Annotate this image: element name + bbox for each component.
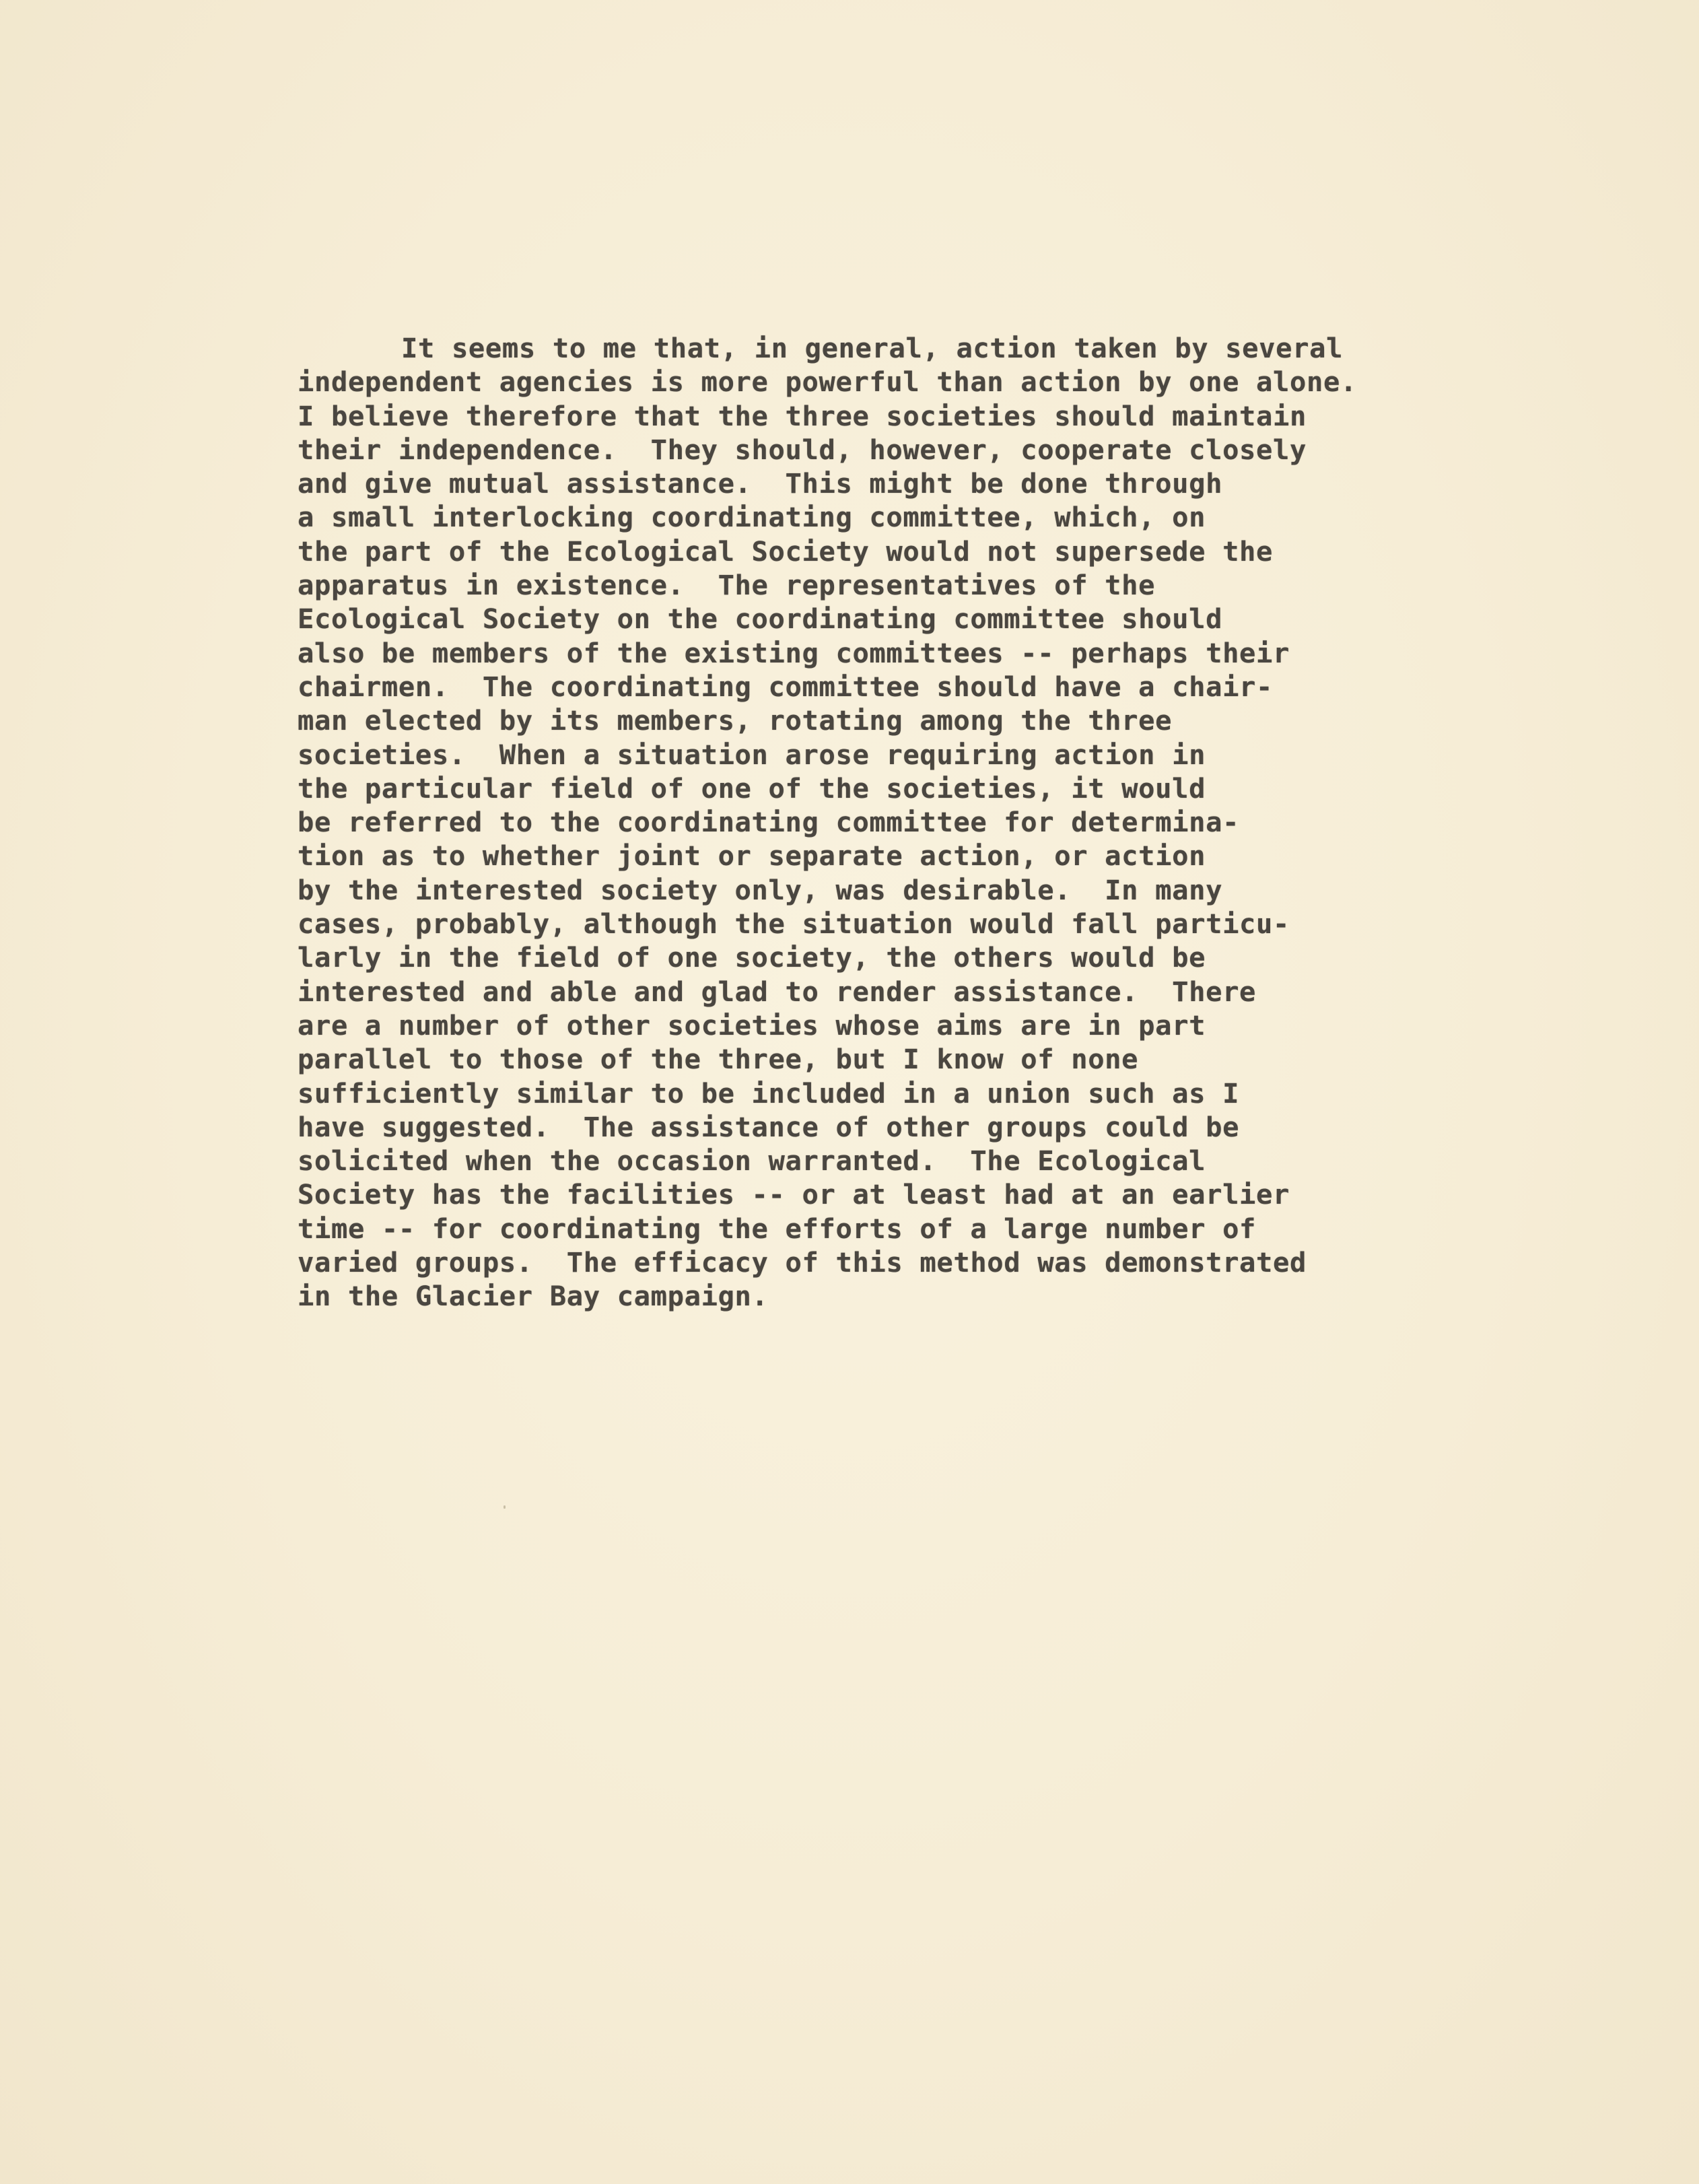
text-line: are a number of other societies whose aims are in part <box>298 1009 1206 1042</box>
text-line: Ecological Society on the coordinating committee should <box>298 603 1223 636</box>
text-line: larly in the field of one society, the others would be <box>298 941 1206 974</box>
text-line: Society has the facilities -- or at least had at an earlier <box>298 1178 1290 1211</box>
text-line: societies. When a situation arose requiring action in <box>298 738 1206 771</box>
text-line: tion as to whether joint or separate action, or action <box>298 840 1206 873</box>
text-line: have suggested. The assistance of other groups could be <box>298 1110 1240 1143</box>
text-line: independent agencies is more powerful than action by one alone. <box>298 366 1357 399</box>
text-line: varied groups. The efficacy of this method was demonstrated <box>298 1246 1307 1279</box>
text-line: in the Glacier Bay campaign. <box>298 1280 769 1313</box>
text-line: It seems to me that, in general, action taken by several <box>401 332 1344 364</box>
text-line: I believe therefore that the three societies should maintain <box>298 399 1307 432</box>
text-line: their independence. They should, however, cooperate closely <box>298 433 1307 466</box>
text-line: by the interested society only, was desirable. In many <box>298 873 1223 906</box>
text-line: a small interlocking coordinating committee, which, on <box>298 501 1206 534</box>
text-line: the part of the Ecological Society would not supersede the <box>298 535 1274 568</box>
text-line: cases, probably, although the situation would fall particu- <box>298 908 1290 941</box>
text-line: the particular field of one of the societies, it would <box>298 772 1206 805</box>
typewritten-paragraph <box>298 331 1576 1313</box>
text-line: sufficiently similar to be included in a union such as I <box>298 1077 1240 1110</box>
text-line: and give mutual assistance. This might be done through <box>298 467 1223 500</box>
text-line: interested and able and glad to render assistance. There <box>298 975 1257 1008</box>
text-line: also be members of the existing committees -- perhaps their <box>298 636 1290 669</box>
text-line: time -- for coordinating the efforts of a large number of <box>298 1212 1257 1245</box>
paper-speck <box>504 1505 506 1509</box>
text-line: chairmen. The coordinating committee should have a chair- <box>298 670 1274 703</box>
text-line: apparatus in existence. The representatives of the <box>298 569 1156 602</box>
text-line: be referred to the coordinating committee for determina- <box>298 806 1240 839</box>
text-line: man elected by its members, rotating among the three <box>298 704 1173 737</box>
text-line: parallel to those of the three, but I know of none <box>298 1043 1139 1076</box>
text-line: solicited when the occasion warranted. The Ecological <box>298 1145 1206 1178</box>
